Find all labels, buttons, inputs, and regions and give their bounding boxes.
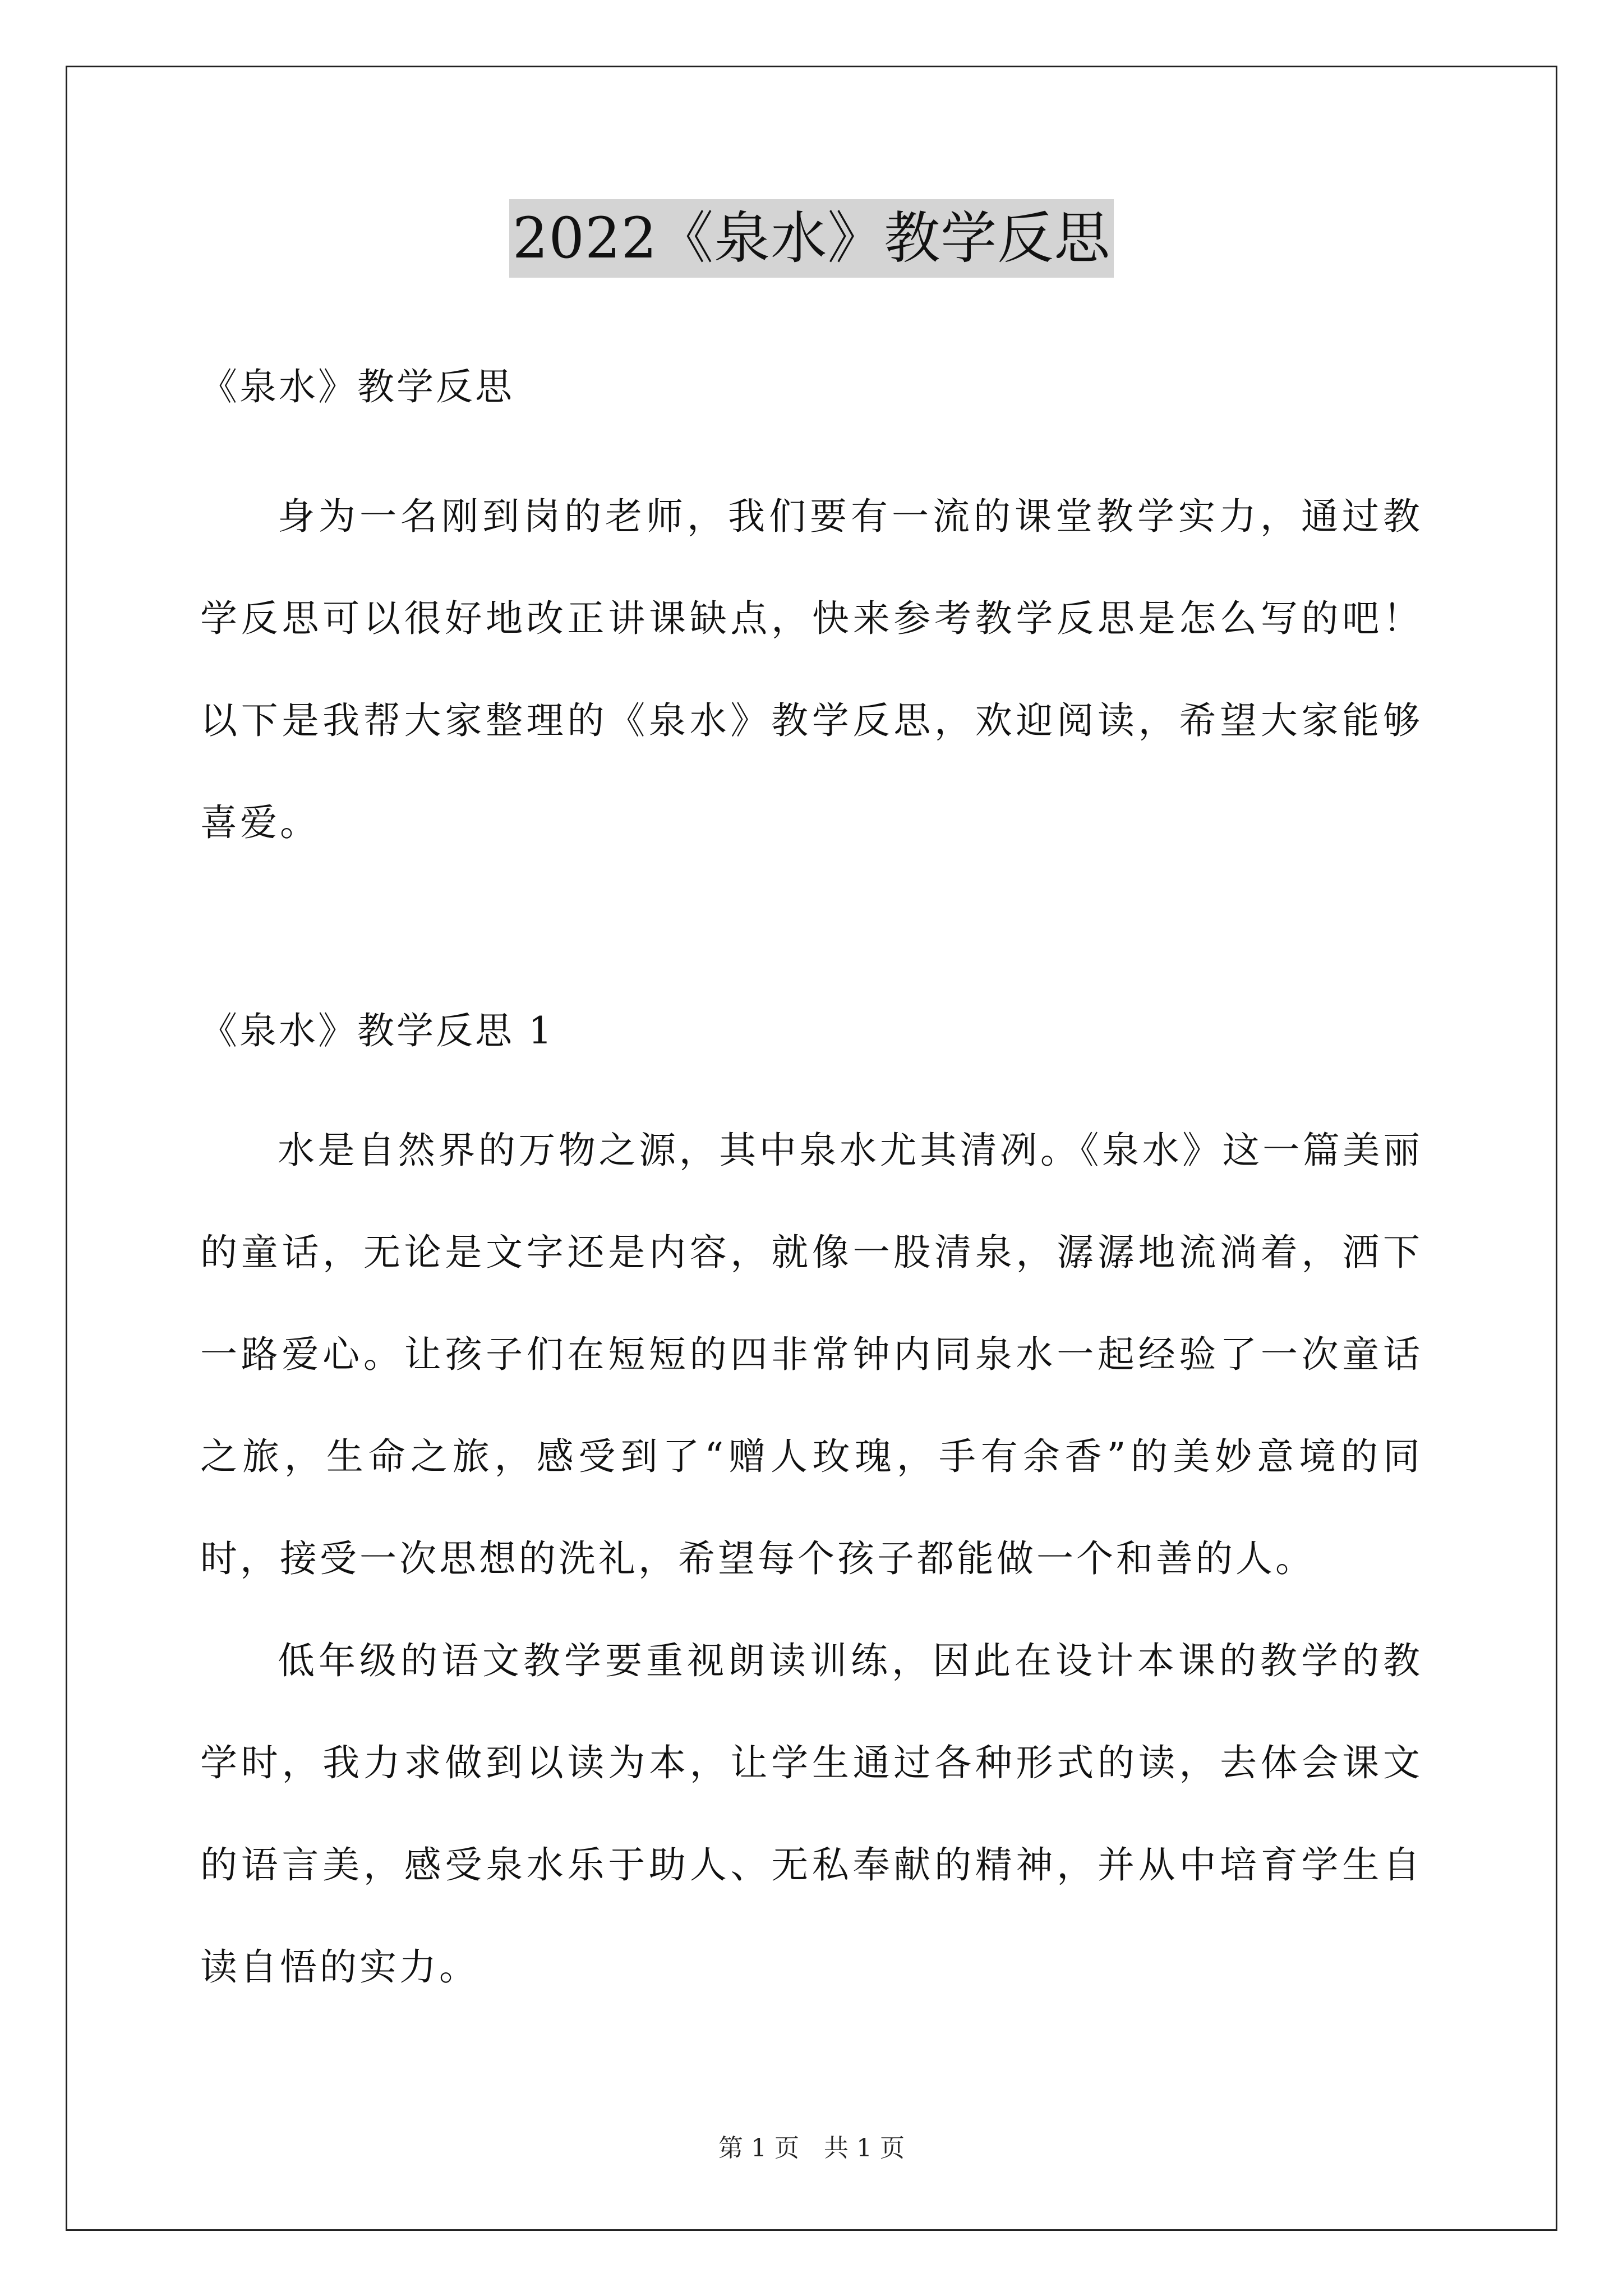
document-title: 2022《泉水》教学反思: [509, 199, 1114, 278]
section-heading: 《泉水》教学反思 1: [200, 1009, 554, 1052]
section-paragraph: 水是自然界的万物之源，其中泉水尤其清冽。《泉水》这一篇美丽的童话，无论是文字还是内容，就像一股清泉，潺潺地流淌着，洒下一路爱心。让孩子们在短短的四非常钟内同泉水一起经验了一次童话之旅，生命之旅，感受到了“赠人玫瑰，手有余香”的美妙意境的同时，接受一次思想的洗礼，希望每个孩子都能做一个和善的人。: [200, 1129, 1423, 1580]
intro-heading: 《泉水》教学反思: [200, 365, 514, 408]
document-body: [200, 337, 1423, 2018]
title-container: [0, 199, 1623, 278]
page-number-footer: 第 1 页 共 1 页: [718, 2134, 905, 2162]
section-paragraph: 低年级的语文教学要重视朗读训练，因此在设计本课的教学的教学时，我力求做到以读为本，让学生通过各种形式的读，去体会课文的语言美，感受泉水乐于助人、无私奉献的精神，并从中培育学生自读自悟的实力。: [200, 1639, 1423, 1989]
intro-paragraph: 身为一名刚到岗的老师，我们要有一流的课堂教学实力，通过教学反思可以很好地改正讲课缺点，快来参考教学反思是怎么写的吧！以下是我帮大家整理的《泉水》教学反思，欢迎阅读，希望大家能够喜爱。: [200, 495, 1423, 844]
